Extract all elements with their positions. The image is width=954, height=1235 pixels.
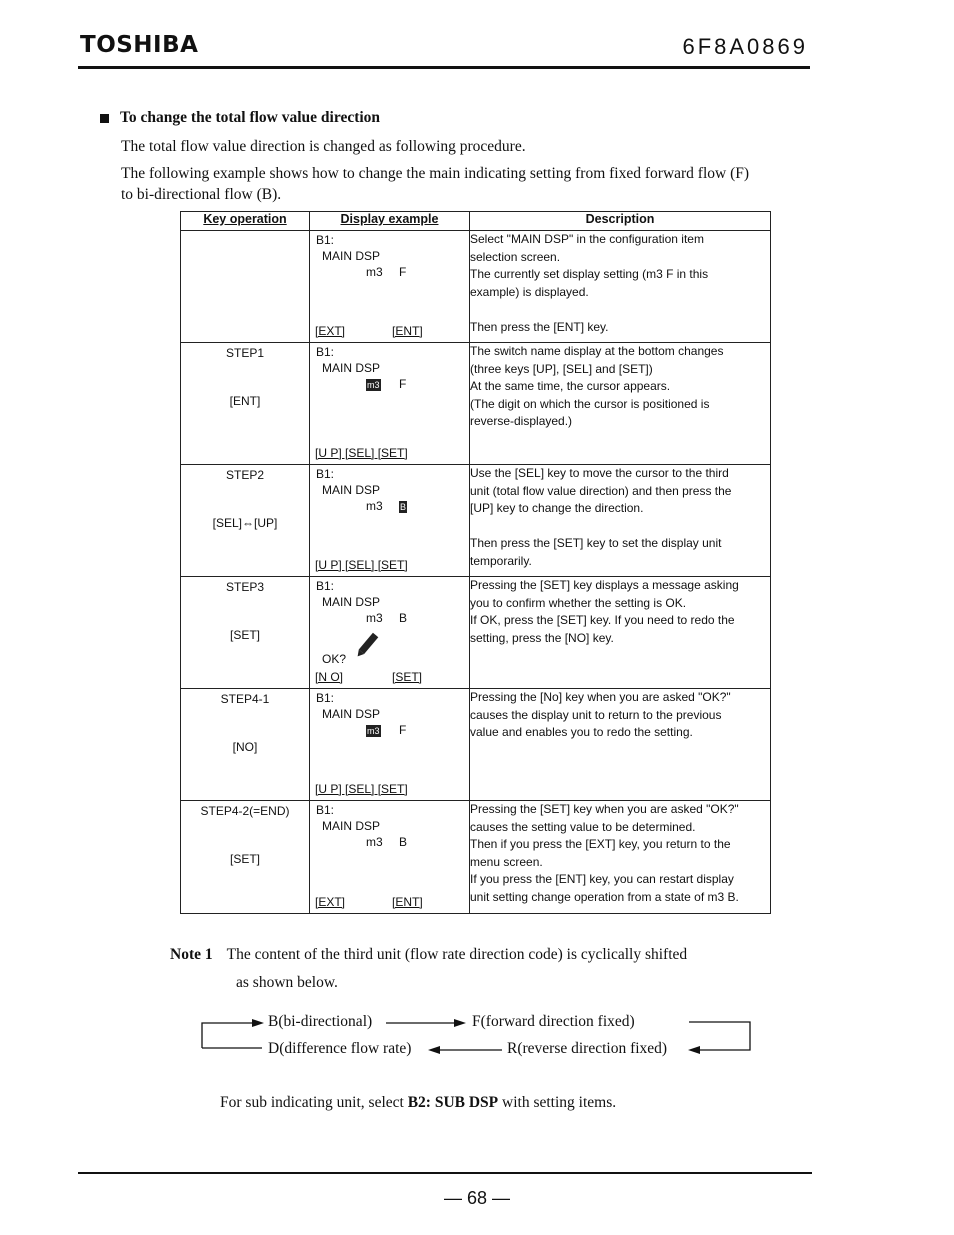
direction-code: B xyxy=(399,611,408,625)
cycle-f-label: F(forward direction fixed) xyxy=(472,1013,635,1030)
step-label: STEP4-2(=END) xyxy=(200,804,290,818)
arrowhead-icon xyxy=(454,1019,466,1027)
cycle-b-label: B(bi-directional) xyxy=(268,1013,373,1030)
display-line-2: MAIN DSP xyxy=(322,361,381,375)
display-line-1: B1: xyxy=(316,345,335,359)
display-line-2: MAIN DSP xyxy=(322,707,381,721)
sub-note-suffix: with setting items. xyxy=(498,1094,617,1111)
display-line-1: B1: xyxy=(316,579,335,593)
sub-note-prefix: For sub indicating unit, select xyxy=(220,1094,408,1111)
description-line: (three keys [UP], [SEL] and [SET]) xyxy=(470,361,653,376)
step-label: STEP1 xyxy=(225,346,264,360)
header-description: Description xyxy=(470,212,771,231)
description-line: Use the [SEL] key to move the cursor to the third xyxy=(470,466,729,480)
ok-prompt: OK? xyxy=(322,652,347,666)
display-line-1: B1: xyxy=(316,467,335,481)
cursor-highlight: B xyxy=(400,502,407,512)
direction-code: F xyxy=(399,265,407,279)
arrow-f-to-r xyxy=(689,1022,750,1050)
softkeys-left: [EXT] xyxy=(315,324,346,338)
description-line: If you press the [ENT] key, you can restart display xyxy=(470,872,734,886)
softkeys-left: [U P] [SEL] [SET] xyxy=(315,446,408,460)
arrowhead-icon xyxy=(252,1019,264,1027)
key-label: [SET] xyxy=(229,628,260,642)
display-line-2: MAIN DSP xyxy=(322,483,381,497)
sub-indicating-note xyxy=(220,1094,616,1112)
description-line: Then press the [ENT] key. xyxy=(470,319,609,334)
description-line: Then if you press the [EXT] key, you return to the xyxy=(470,837,731,851)
brand-logo: TOSHIBA xyxy=(80,32,199,58)
softkeys-left: [N O] xyxy=(315,670,344,684)
cursor-highlight: m3 xyxy=(367,726,380,736)
unit-code: m3 xyxy=(366,835,383,849)
direction-code: F xyxy=(399,377,407,391)
description-line: selection screen. xyxy=(470,249,561,264)
softkeys-right: [SET] xyxy=(392,670,423,684)
cycle-r-label: R(reverse direction fixed) xyxy=(507,1040,668,1057)
page-number: — 68 — xyxy=(443,1188,511,1208)
display-line-1: B1: xyxy=(316,233,335,247)
step-label: STEP3 xyxy=(225,580,264,594)
arrowhead-icon xyxy=(688,1046,700,1054)
description-line: The switch name display at the bottom changes xyxy=(470,344,724,358)
description-line: you to confirm whether the setting is OK. xyxy=(470,595,687,610)
display-line-2: MAIN DSP xyxy=(322,249,381,263)
note-label: Note 1 xyxy=(170,946,213,963)
description-line: menu screen. xyxy=(470,854,543,869)
direction-code: B xyxy=(399,835,408,849)
description-line: unit (total flow value direction) and then press the xyxy=(470,483,732,498)
description-line: If OK, press the [SET] key. If you need to redo the xyxy=(470,613,735,627)
description-line: unit setting change operation from a state of m3 B. xyxy=(470,889,739,904)
display-line-2: MAIN DSP xyxy=(322,595,381,609)
key-label: [SET] xyxy=(229,852,260,866)
description-line: temporarily. xyxy=(470,553,532,568)
softkeys-right: [ENT] xyxy=(392,895,423,909)
description-line: causes the display unit to return to the previous xyxy=(470,707,722,722)
softkeys-left: [U P] [SEL] [SET] xyxy=(315,558,408,572)
description-line: (The digit on which the cursor is positioned is xyxy=(470,396,710,411)
header-display-example: Display example xyxy=(310,212,470,231)
cursor-highlight: m3 xyxy=(367,380,380,390)
paragraph-1: The total flow value direction is changed as following procedure. xyxy=(121,138,526,155)
description-line: value and enables you to redo the setting. xyxy=(470,725,693,739)
softkeys-right: [ENT] xyxy=(392,324,423,338)
description-line: causes the setting value to be determined. xyxy=(470,819,696,834)
description-line: [UP] key to change the direction. xyxy=(470,501,644,515)
document-code: 6F8A0869 xyxy=(682,34,808,59)
arrow-d-to-b xyxy=(202,1023,252,1048)
description-line: Then press the [SET] key to set the display unit xyxy=(470,536,722,550)
header-key-operation: Key operation xyxy=(181,212,310,231)
unit-code: m3 xyxy=(366,611,383,625)
description-line: Pressing the [SET] key when you are asked "OK?" xyxy=(470,802,739,816)
key-label: [ENT] xyxy=(229,394,261,408)
cycle-d-label: D(difference flow rate) xyxy=(268,1040,412,1057)
key-label: [NO] xyxy=(232,740,258,754)
arrowhead-icon xyxy=(428,1046,440,1054)
description-line: Pressing the [SET] key displays a message asking xyxy=(470,578,739,592)
display-line-1: B1: xyxy=(316,691,335,705)
display-line-1: B1: xyxy=(316,803,335,817)
softkeys-left: [U P] [SEL] [SET] xyxy=(315,782,408,796)
description-line: At the same time, the cursor appears. xyxy=(470,379,671,393)
unit-code: m3 xyxy=(366,499,383,513)
display-line-2: MAIN DSP xyxy=(322,819,381,833)
description-line: setting, press the [NO] key. xyxy=(470,630,614,645)
unit-code: m3 xyxy=(366,265,383,279)
description-line: example) is displayed. xyxy=(470,284,589,299)
footer-rule xyxy=(78,1172,812,1174)
note-text-1: The content of the third unit (flow rate direction code) is cyclically shifted xyxy=(226,946,688,963)
description-line: Pressing the [No] key when you are asked "OK?" xyxy=(470,690,731,704)
key-label: [SEL]⇔[UP] xyxy=(212,516,278,530)
sub-note-bold: B2: SUB DSP xyxy=(407,1094,499,1111)
description-line: reverse-displayed.) xyxy=(470,414,573,428)
direction-code: F xyxy=(399,723,407,737)
paragraph-2: The following example shows how to change the main indicating setting from fixed forward flow (F) xyxy=(121,165,750,182)
step-label: STEP4-1 xyxy=(220,692,270,706)
section-title-text: To change the total flow value direction xyxy=(120,109,381,126)
softkeys-left: [EXT] xyxy=(315,895,346,909)
description-line: Select "MAIN DSP" in the configuration item xyxy=(470,232,704,246)
description-line: The currently set display setting (m3 F in this xyxy=(470,267,709,281)
note-text-2: as shown below. xyxy=(236,974,338,991)
step-label: STEP2 xyxy=(225,468,264,482)
paragraph-3: to bi-directional flow (B). xyxy=(121,186,282,203)
